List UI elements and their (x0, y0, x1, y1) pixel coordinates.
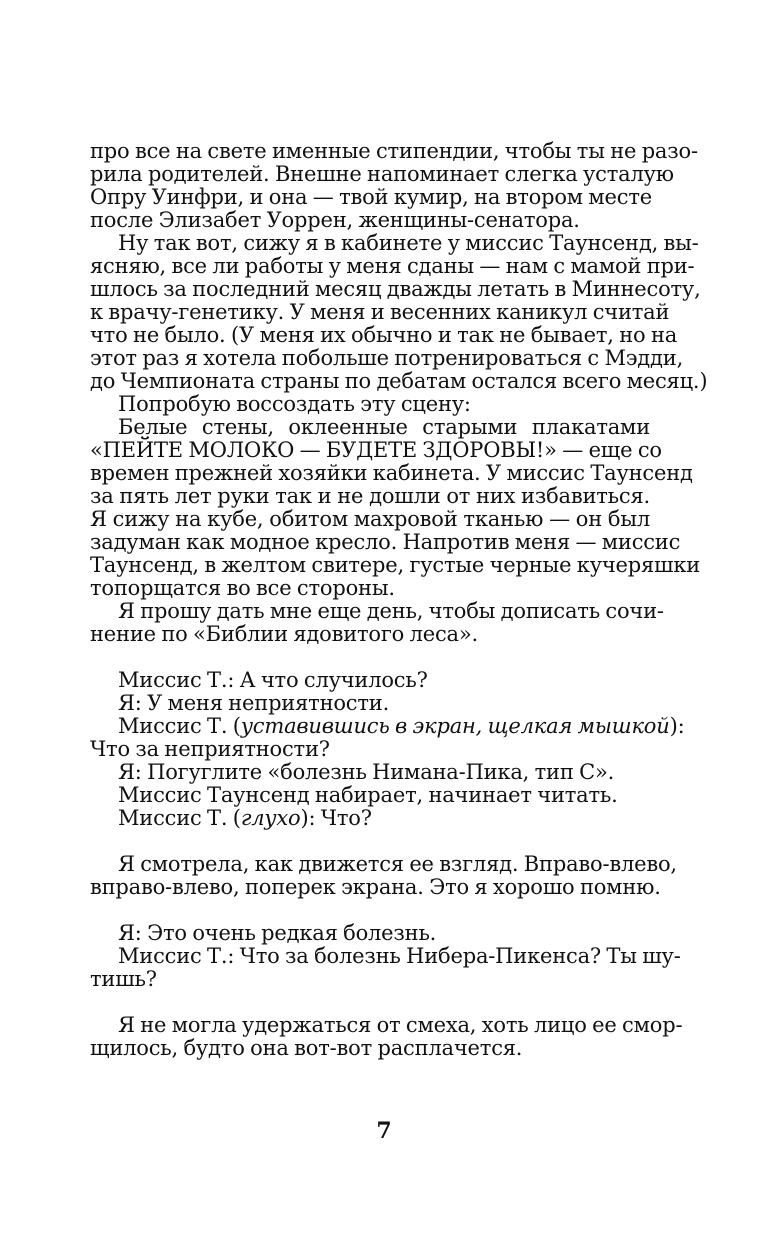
text-line: задуман как модное кресло. Напротив меня — миссис (90, 530, 681, 554)
text-line: топорщатся во все стороны. (90, 576, 395, 600)
dialogue-line: Я: У меня неприятности. (118, 691, 390, 715)
page-body (90, 139, 708, 1060)
text-line: Таунсенд, в желтом свитере, густые черные кучеряшки (90, 553, 701, 577)
dialogue-line (90, 807, 650, 830)
text-line: рила родителей. Внешне напоминает слегка усталую (90, 162, 674, 186)
page-number: 7 (376, 1118, 392, 1144)
text-line: про все на свете именные стипендии, чтобы ты не разо- (90, 139, 698, 163)
dialogue-line: Миссис Т.: Что за болезнь Нибера-Пикенса? Ты шу- (118, 944, 681, 968)
text-line: ясняю, все ли работы у меня сданы — нам с мамой при- (90, 254, 695, 278)
text-line: нение по «Библии ядовитого леса». (90, 622, 478, 646)
dialogue-text: ): (669, 714, 685, 738)
dialogue-speaker: Миссис Т. ( (118, 806, 241, 830)
dialogue-line: тишь? (90, 967, 157, 991)
text-line: Попробую воссоздать эту сцену: (118, 392, 471, 416)
text-line: после Элизабет Уоррен, женщины-сенатора. (90, 208, 580, 232)
stage-direction: глухо (240, 806, 301, 830)
text-line: Я смотрела, как движется ее взгляд. Вправо-влево, (118, 852, 677, 876)
text-line: Белые стены, оклеенные старыми плакатами (118, 415, 650, 439)
text-line: вправо-влево, поперек экрана. Это я хорошо помню. (90, 875, 661, 899)
text-line: что не было. (У меня их обычно и так не бывает, но на (90, 323, 678, 347)
blank-line (90, 899, 650, 922)
text-line: до Чемпионата страны по дебатам остался всего месяц.) (90, 369, 708, 393)
dialogue-line (90, 714, 685, 738)
text-line: времен прежней хозяйки кабинета. У миссис Таунсенд (90, 461, 693, 485)
blank-line (90, 991, 650, 1014)
dialogue-speaker: Миссис Т. ( (118, 714, 241, 738)
blank-line (90, 830, 650, 853)
text-line: Я сижу на кубе, обитом махровой тканью — он был (90, 507, 650, 531)
dialogue-text: ): Что? (300, 806, 372, 830)
dialogue-line: Что за неприятности? (90, 737, 330, 761)
text-line: Ну так вот, сижу я в кабинете у миссис Таунсенд, вы- (118, 231, 699, 255)
text-line: Я не могла удержаться от смеха, хоть лицо ее смор- (118, 1013, 683, 1037)
text-line: этот раз я хотела побольше потренироваться с Мэдди, (90, 346, 684, 370)
stage-direction: уставившись в экран, щелкая мышкой (240, 714, 670, 738)
dialogue-line: Миссис Т.: А что случилось? (118, 668, 428, 692)
text-line: щилось, будто она вот-вот расплачется. (90, 1036, 523, 1060)
text-line: Опру Уинфри, и она — твой кумир, на втором месте (90, 185, 652, 209)
text-line: шлось за последний месяц дважды летать в Миннесоту, (90, 277, 701, 301)
text-line: за пять лет руки так и не дошли от них избавиться. (90, 484, 650, 508)
dialogue-line: Я: Это очень редкая болезнь. (118, 921, 437, 945)
blank-line (90, 646, 650, 669)
text-line: «ПЕЙТЕ МОЛОКО — БУДЕТЕ ЗДОРОВЫ!» — еще со (90, 438, 662, 462)
text-line: Я прошу дать мне еще день, чтобы дописать сочи- (118, 599, 664, 623)
dialogue-line: Миссис Таунсенд набирает, начинает читать. (118, 783, 618, 807)
dialogue-line: Я: Погуглите «болезнь Нимана-Пика, тип С». (118, 760, 615, 784)
text-line: к врачу-генетику. У меня и весенних каникул считай (90, 300, 670, 324)
